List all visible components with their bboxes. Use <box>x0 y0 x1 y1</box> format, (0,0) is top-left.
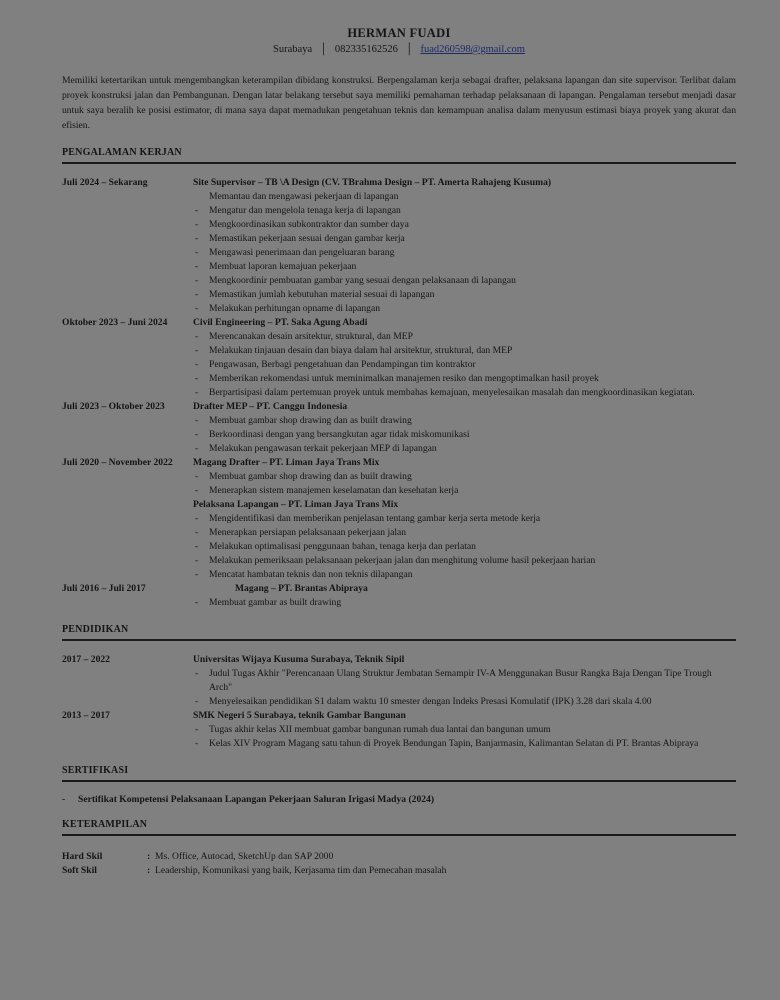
duty-item: - Mengawasi penerimaan dan pengeluaran barang <box>193 246 736 260</box>
experience-entry <box>62 176 736 316</box>
entry-date: Juli 2024 – Sekarang <box>62 177 148 188</box>
entry-role: Universitas Wijaya Kusuma Surabaya, Teknik Sipil <box>193 654 405 665</box>
duty-item: - Menyelesaikan pendidikan S1 dalam waktu 10 smester dengan Indeks Presasi Komulatif (IPK) 3.28 dari skala 4.00 <box>193 695 736 709</box>
certification-item <box>62 794 736 805</box>
duty-item: - Membuat gambar as built drawing <box>193 596 736 610</box>
entry-role: Site Supervisor – TB \A Design (CV. TBrahma Design – PT. Amerta Rahajeng Kusuma) <box>193 177 552 188</box>
skills-list <box>62 850 736 878</box>
entry-body <box>193 316 736 400</box>
skill-value: Ms. Office, Autocad, SketchUp dan SAP 2000 <box>155 851 334 862</box>
duty-item: - Mengkoordinasikan subkontraktor dan sumber daya <box>193 218 736 232</box>
duty-item: Memantau dan mengawasi pekerjaan di lapangan <box>209 191 399 202</box>
section-title-certifications: SERTIFIKASI <box>62 765 736 782</box>
education-list <box>62 653 736 751</box>
duty-item: - Melakukan pemeriksaan pelaksanaan pekerjaan jalan dan menghitung volume hasil pekerjaan harian <box>193 554 736 568</box>
entry-body <box>193 456 736 498</box>
entry-date: Juli 2016 – Juli 2017 <box>62 583 146 594</box>
duty-item: - Mencatat hambatan teknis dan non teknis dilapangan <box>193 568 736 582</box>
entry-body <box>193 582 736 610</box>
duty-item: - Kelas XIV Program Magang satu tahun di Proyek Bendungan Tapin, Banjarmasin, Kalimantan Selatan di PT. Brantas Abipraya <box>193 737 736 751</box>
duty-item: - Menerapkan sistem manajemen keselamatan dan kesehatan kerja <box>193 484 736 498</box>
duty-item: - Menerapkan persiapan pelaksanaan pekerjaan jalan <box>193 526 736 540</box>
duty-item: - Judul Tugas Akhir "Perencanaan Ulang Struktur Jembatan Semampir IV-A Menggunakan Busur Rangka Baja Dengan Tipe Trough Arch" <box>193 667 736 695</box>
duty-item: - Merencanakan desain arsitektur, struktural, dan MEP <box>193 330 736 344</box>
entry-duties <box>193 723 736 751</box>
contact-separator: │ <box>405 44 413 55</box>
experience-entry <box>62 316 736 400</box>
contact-email-link[interactable]: fuad260598@gmail.com <box>420 44 525 55</box>
duty-item: - Membuat gambar shop drawing dan as built drawing <box>193 470 736 484</box>
entry-body <box>193 498 736 582</box>
duty-item: - Memberikan rekomendasi untuk meminimalkan manajemen resiko dan mengoptimalkan hasil proyek <box>193 372 736 386</box>
entry-duties <box>193 470 736 498</box>
entry-body <box>193 400 736 456</box>
duty-item: - Melakukan pengawasan terkait pekerjaan MEP di lapangan <box>193 442 736 456</box>
education-entry <box>62 653 736 709</box>
entry-role: SMK Negeri 5 Surabaya, teknik Gambar Bangunan <box>193 710 406 721</box>
entry-duties <box>193 190 736 316</box>
contact-city: Surabaya <box>273 44 313 55</box>
duty-item: - Membuat laporan kemajuan pekerjaan <box>193 260 736 274</box>
profile-summary: Memiliki ketertarikan untuk mengembangkan keterampilan dibidang konstruksi. Berpengalaman kerja sebagai drafter, pelaksana lapangan dan site supervisor. Terlibat dalam proyek konstruksi jalan dan Pembangunan. Dengan latar belakang tersebut saya memiliki pemahaman terhadap pelaksanaan di lapangan. Pengalaman tersebut menjadi dasar untuk saya beralih ke posisi estimator, di mana saya dapat memadukan pengetahuan teknis dan kemampuan analisa dalam menyusun estimasi biaya proyek yang akurat dan efisien. <box>62 75 736 131</box>
entry-duties <box>193 414 736 456</box>
entry-body <box>193 709 736 751</box>
education-entry <box>62 709 736 751</box>
duty-item: - Memastikan pekerjaan sesuai dengan gambar kerja <box>193 232 736 246</box>
candidate-name: HERMAN FUADI <box>347 26 451 40</box>
entry-role: Magang Drafter – PT. Liman Jaya Trans Mix <box>193 457 380 468</box>
duty-item: - Mengidentifikasi dan memberikan penjelasan tentang gambar kerja serta metode kerja <box>193 512 736 526</box>
contact-phone: 082335162526 <box>334 44 398 55</box>
experience-entry <box>62 498 736 582</box>
experience-list <box>62 176 736 610</box>
entry-date: Oktober 2023 – Juni 2024 <box>62 317 168 328</box>
entry-role: Civil Engineering – PT. Saka Agung Abadi <box>193 317 368 328</box>
duty-item: - Berkoordinasi dengan yang bersangkutan agar tidak miskomunikasi <box>193 428 736 442</box>
contact-separator: │ <box>319 44 328 55</box>
skill-colon: : <box>147 851 151 862</box>
duty-item: - Melakukan perhitungan opname di lapangan <box>193 302 736 316</box>
section-title-skills: KETERAMPILAN <box>62 819 736 836</box>
experience-entry <box>62 582 736 610</box>
duty-item: - Mengkoordinir pembuatan gambar yang sesuai dengan pelaksanaan di lapangan <box>193 274 736 288</box>
duty-item: - Pengawasan, Berbagi pengetahuan dan Pendampingan tim kontraktor <box>193 358 736 372</box>
section-title-education: PENDIDIKAN <box>62 624 736 641</box>
skill-row-soft <box>62 864 736 878</box>
entry-duties <box>193 512 736 582</box>
experience-entry <box>62 456 736 498</box>
entry-duties <box>193 667 736 709</box>
duty-item: - Tugas akhir kelas XII membuat gambar bangunan rumah dua lantai dan bangunan umum <box>193 723 736 737</box>
entry-body <box>193 176 736 316</box>
skill-label: Hard Skil <box>62 851 103 862</box>
duty-item: - Berpartisipasi dalam pertemuan proyek untuk membahas kemajuan, menyelesaikan masalah dan mengkoordinasikan kegiatan. <box>193 386 736 400</box>
duty-item: - Memastikan jumlah kebutuhan material sesuai di lapangan <box>193 288 736 302</box>
entry-date <box>62 498 193 582</box>
entry-role: Magang – PT. Brantas Abipraya <box>235 583 368 594</box>
entry-duties <box>193 330 736 400</box>
duty-item: - Mengatur dan mengelola tenaga kerja di lapangan <box>193 204 736 218</box>
experience-entry <box>62 400 736 456</box>
duty-item: - Melakukan optimalisasi penggunaan bahan, tenaga kerja dan perlatan <box>193 540 736 554</box>
entry-date: 2017 – 2022 <box>62 654 110 665</box>
entry-date: Juli 2020 – November 2022 <box>62 457 173 468</box>
entry-date: Juli 2023 – Oktober 2023 <box>62 401 165 412</box>
entry-role: Pelaksana Lapangan – PT. Liman Jaya Trans Mix <box>193 499 399 510</box>
certification-dash: - <box>62 794 66 805</box>
section-title-experience: PENGALAMAN KERJAN <box>62 147 736 164</box>
entry-role: Drafter MEP – PT. Canggu Indonesia <box>193 401 348 412</box>
duty-item: - Membuat gambar shop drawing dan as built drawing <box>193 414 736 428</box>
entry-date: 2013 – 2017 <box>62 710 110 721</box>
skill-value: Leadership, Komunikasi yang baik, Kerjasama tim dan Pemecahan masalah <box>155 865 447 876</box>
skill-colon: : <box>147 865 151 876</box>
contact-line <box>62 44 736 55</box>
certification-text: Sertifikat Kompetensi Pelaksanaan Lapangan Pekerjaan Saluran Irigasi Madya (2024) <box>78 794 435 805</box>
duty-item: - Melakukan tinjauan desain dan biaya dalam hal arsitektur, struktural, dan MEP <box>193 344 736 358</box>
skill-row-hard <box>62 850 736 864</box>
skill-label: Soft Skil <box>62 865 97 876</box>
entry-duties <box>193 596 736 610</box>
entry-body <box>193 653 736 709</box>
